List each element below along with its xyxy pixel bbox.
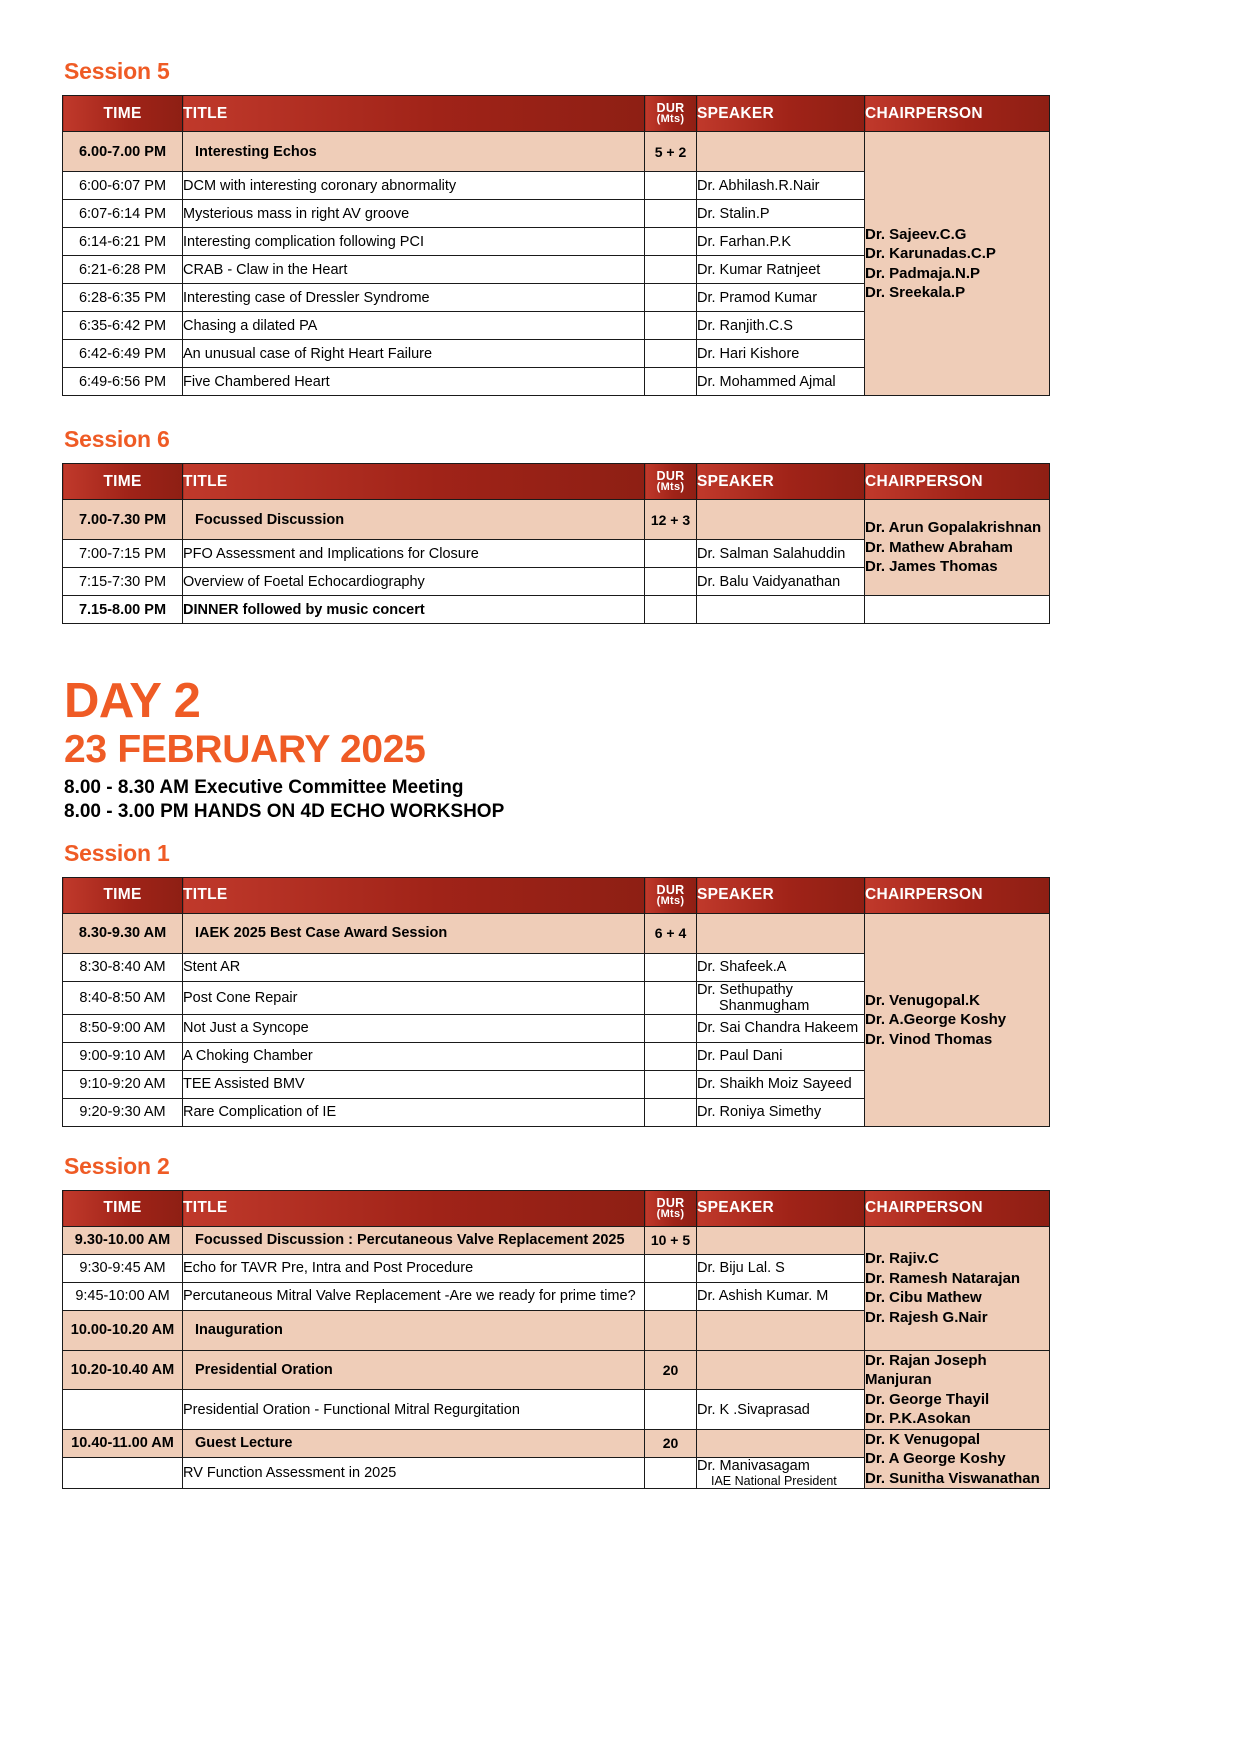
cell-title: TEE Assisted BMV: [183, 1070, 645, 1098]
cell-speaker: Dr. Pramod Kumar: [697, 284, 865, 312]
duration-label-line2: (Mts): [656, 895, 685, 908]
cell-time: 6:00-6:07 PM: [63, 172, 183, 200]
col-header-title: TITLE: [183, 1190, 645, 1226]
cell-duration: [645, 228, 697, 256]
chairperson-name: Dr. Mathew Abraham: [865, 538, 1013, 556]
cell-speaker: [697, 132, 865, 172]
chairperson-name: Dr. Rajan Joseph Manjuran: [865, 1351, 987, 1389]
cell-time: 8.30-9.30 AM: [63, 913, 183, 953]
cell-title: Interesting complication following PCI: [183, 228, 645, 256]
duration-label-line2: (Mts): [656, 1208, 685, 1221]
cell-title: An unusual case of Right Heart Failure: [183, 340, 645, 368]
cell-chairperson: [865, 596, 1050, 624]
cell-speaker: [697, 1458, 865, 1489]
cell-title: Interesting case of Dressler Syndrome: [183, 284, 645, 312]
table-row: [63, 132, 1050, 172]
table-row: [63, 913, 1050, 953]
day2-session-2-label: Session 2: [64, 1152, 170, 1179]
cell-duration: 10 + 5: [645, 1226, 697, 1254]
cell-title: Presidential Oration: [183, 1350, 645, 1390]
cell-title: PFO Assessment and Implications for Closure: [183, 540, 645, 568]
cell-duration: [645, 1014, 697, 1042]
cell-time: 7:15-7:30 PM: [63, 568, 183, 596]
cell-duration: [645, 1042, 697, 1070]
cell-time: 6:14-6:21 PM: [63, 228, 183, 256]
day-note-1: 8.00 - 8.30 AM Executive Committee Meeting: [64, 777, 464, 799]
cell-duration: [645, 1282, 697, 1310]
cell-speaker: [697, 913, 865, 953]
duration-label-line2: (Mts): [656, 481, 685, 494]
chairperson-name: Dr. Venugopal.K: [865, 991, 981, 1009]
cell-title: Focussed Discussion: [183, 500, 645, 540]
cell-speaker: Dr. Abhilash.R.Nair: [697, 172, 865, 200]
cell-title: Mysterious mass in right AV groove: [183, 200, 645, 228]
cell-time: 10.20-10.40 AM: [63, 1350, 183, 1390]
cell-time: [63, 1458, 183, 1489]
day2-session-1-label: Session 1: [64, 839, 170, 866]
cell-title: Post Cone Repair: [183, 981, 645, 1014]
cell-duration: [645, 256, 697, 284]
col-header-chairperson: CHAIRPERSON: [865, 1190, 1050, 1226]
cell-title: Five Chambered Heart: [183, 368, 645, 396]
cell-speaker: Dr. Ranjith.C.S: [697, 312, 865, 340]
cell-duration: 12 + 3: [645, 500, 697, 540]
cell-time: 6:28-6:35 PM: [63, 284, 183, 312]
col-header-time: TIME: [63, 1190, 183, 1226]
cell-time: 7.15-8.00 PM: [63, 596, 183, 624]
cell-speaker: Dr. Balu Vaidyanathan: [697, 568, 865, 596]
chairperson-name: Dr. K Venugopal: [865, 1430, 981, 1448]
speaker-name: Dr. Manivasagam: [697, 1458, 810, 1475]
cell-title: Rare Complication of IE: [183, 1098, 645, 1126]
cell-speaker: Dr. Mohammed Ajmal: [697, 368, 865, 396]
cell-duration: [645, 1070, 697, 1098]
cell-title: Chasing a dilated PA: [183, 312, 645, 340]
cell-time: 7:00-7:15 PM: [63, 540, 183, 568]
speaker-name-line1: Dr. Sethupathy: [697, 981, 793, 998]
cell-speaker: Dr. Kumar Ratnjeet: [697, 256, 865, 284]
day-note-2: 8.00 - 3.00 PM HANDS ON 4D ECHO WORKSHOP: [64, 801, 505, 823]
cell-chairperson: [865, 132, 1050, 396]
day2-session-2-table: [62, 1190, 1050, 1490]
cell-duration: [645, 1390, 697, 1430]
duration-label-line1: DUR: [656, 1195, 685, 1210]
duration-label-line1: DUR: [656, 882, 685, 897]
cell-speaker: [697, 596, 865, 624]
chairperson-name: Dr. Padmaja.N.P: [865, 264, 981, 282]
col-header-title: TITLE: [183, 877, 645, 913]
cell-duration: [645, 172, 697, 200]
cell-speaker: Dr. Hari Kishore: [697, 340, 865, 368]
cell-chairperson: [865, 1429, 1050, 1489]
cell-duration: [645, 540, 697, 568]
cell-speaker: Dr. Paul Dani: [697, 1042, 865, 1070]
cell-time: 9:00-9:10 AM: [63, 1042, 183, 1070]
cell-title: Percutaneous Mitral Valve Replacement -Are we ready for prime time?: [183, 1282, 645, 1310]
cell-time: 9.30-10.00 AM: [63, 1226, 183, 1254]
cell-duration: 20: [645, 1350, 697, 1390]
col-header-speaker: SPEAKER: [697, 464, 865, 500]
chairperson-name: Dr. Vinod Thomas: [865, 1030, 993, 1048]
col-header-time: TIME: [63, 96, 183, 132]
chairperson-name: Dr. A.George Koshy: [865, 1011, 1007, 1029]
cell-time: 6:42-6:49 PM: [63, 340, 183, 368]
cell-title: Interesting Echos: [183, 132, 645, 172]
cell-title: DINNER followed by music concert: [183, 596, 645, 624]
cell-title: Focussed Discussion : Percutaneous Valve Replacement 2025: [183, 1226, 645, 1254]
chairperson-name: Dr. Cibu Mathew: [865, 1289, 982, 1307]
session-5-label: Session 5: [64, 58, 170, 84]
day2-session-1-table: [62, 877, 1050, 1127]
cell-title: Guest Lecture: [183, 1429, 645, 1457]
cell-speaker: Dr. Ashish Kumar. M: [697, 1282, 865, 1310]
cell-title: Presidential Oration - Functional Mitral Regurgitation: [183, 1390, 645, 1430]
cell-speaker: [697, 1226, 865, 1254]
cell-speaker: Dr. Stalin.P: [697, 200, 865, 228]
col-header-duration: [645, 1190, 697, 1226]
cell-title: IAEK 2025 Best Case Award Session: [183, 913, 645, 953]
cell-speaker: Dr. Biju Lal. S: [697, 1254, 865, 1282]
duration-label-line1: DUR: [656, 468, 685, 483]
cell-duration: [645, 340, 697, 368]
table-header-row: [63, 877, 1050, 913]
col-header-title: TITLE: [183, 96, 645, 132]
col-header-chairperson: CHAIRPERSON: [865, 96, 1050, 132]
chairperson-name: Dr. James Thomas: [865, 558, 998, 576]
chairperson-name: Dr. Sreekala.P: [865, 284, 966, 301]
chairperson-name: Dr. A George Koshy: [865, 1450, 1006, 1468]
table-row: [63, 1350, 1050, 1390]
cell-duration: [645, 1310, 697, 1350]
cell-duration: [645, 953, 697, 981]
cell-speaker: Dr. Roniya Simethy: [697, 1098, 865, 1126]
cell-speaker: Dr. Sai Chandra Hakeem: [697, 1014, 865, 1042]
chairperson-name: Dr. Sunitha Viswanathan: [865, 1469, 1040, 1487]
table-header-row: [63, 464, 1050, 500]
col-header-title: TITLE: [183, 464, 645, 500]
cell-speaker: Dr. Shaikh Moiz Sayeed: [697, 1070, 865, 1098]
cell-time: 6:21-6:28 PM: [63, 256, 183, 284]
chairperson-name: Dr. Rajesh G.Nair: [865, 1308, 988, 1326]
cell-time: 8:40-8:50 AM: [63, 981, 183, 1014]
table-header-row: [63, 1190, 1050, 1226]
cell-speaker: [697, 500, 865, 540]
cell-duration: [645, 1458, 697, 1489]
cell-time: 9:20-9:30 AM: [63, 1098, 183, 1126]
cell-speaker: Dr. Shafeek.A: [697, 953, 865, 981]
cell-title: Overview of Foetal Echocardiography: [183, 568, 645, 596]
cell-duration: [645, 200, 697, 228]
table-row: [63, 1429, 1050, 1457]
chairperson-name: Dr. George Thayil: [865, 1390, 990, 1408]
table-header-row: [63, 96, 1050, 132]
session-5-table: [62, 95, 1050, 396]
cell-duration: 5 + 2: [645, 132, 697, 172]
cell-title: Inauguration: [183, 1310, 645, 1350]
cell-duration: [645, 568, 697, 596]
speaker-name-line2: Shanmugham: [719, 997, 810, 1014]
table-row: [63, 596, 1050, 624]
col-header-chairperson: CHAIRPERSON: [865, 464, 1050, 500]
cell-title: Not Just a Syncope: [183, 1014, 645, 1042]
col-header-duration: [645, 96, 697, 132]
cell-title: RV Function Assessment in 2025: [183, 1458, 645, 1489]
cell-time: 10.40-11.00 AM: [63, 1429, 183, 1457]
col-header-duration: [645, 877, 697, 913]
col-header-duration: [645, 464, 697, 500]
cell-speaker: [697, 1350, 865, 1390]
session-6-label: Session 6: [64, 426, 170, 452]
duration-label-line2: (Mts): [656, 113, 685, 126]
cell-time: [63, 1390, 183, 1430]
cell-time: 6.00-7.00 PM: [63, 132, 183, 172]
cell-chairperson: [865, 500, 1050, 596]
cell-speaker: [697, 981, 865, 1014]
cell-duration: [645, 284, 697, 312]
cell-duration: 20: [645, 1429, 697, 1457]
cell-speaker: Dr. K .Sivaprasad: [697, 1390, 865, 1430]
cell-title: CRAB - Claw in the Heart: [183, 256, 645, 284]
day-date: 23 FEBRUARY 2025: [64, 727, 426, 771]
cell-time: 6:35-6:42 PM: [63, 312, 183, 340]
cell-title: DCM with interesting coronary abnormality: [183, 172, 645, 200]
cell-time: 6:49-6:56 PM: [63, 368, 183, 396]
cell-time: 8:30-8:40 AM: [63, 953, 183, 981]
chairperson-name: Dr. Ramesh Natarajan: [865, 1269, 1021, 1287]
day-2-header: [62, 676, 1179, 824]
cell-chairperson: [865, 1350, 1050, 1429]
col-header-speaker: SPEAKER: [697, 1190, 865, 1226]
cell-duration: [645, 981, 697, 1014]
cell-chairperson: [865, 913, 1050, 1126]
chairperson-name: Dr. Arun Gopalakrishnan: [865, 519, 1042, 537]
cell-duration: [645, 596, 697, 624]
duration-label-line1: DUR: [656, 100, 685, 115]
cell-duration: [645, 312, 697, 340]
cell-duration: [645, 1098, 697, 1126]
cell-title: Echo for TAVR Pre, Intra and Post Procedure: [183, 1254, 645, 1282]
cell-duration: [645, 1254, 697, 1282]
cell-duration: 6 + 4: [645, 913, 697, 953]
cell-speaker: [697, 1310, 865, 1350]
cell-time: 9:30-9:45 AM: [63, 1254, 183, 1282]
cell-time: 7.00-7.30 PM: [63, 500, 183, 540]
cell-title: A Choking Chamber: [183, 1042, 645, 1070]
session-6-table: [62, 463, 1050, 624]
col-header-time: TIME: [63, 464, 183, 500]
cell-chairperson: [865, 1226, 1050, 1350]
cell-time: 10.00-10.20 AM: [63, 1310, 183, 1350]
cell-time: 9:45-10:00 AM: [63, 1282, 183, 1310]
col-header-speaker: SPEAKER: [697, 96, 865, 132]
cell-duration: [645, 368, 697, 396]
cell-time: 8:50-9:00 AM: [63, 1014, 183, 1042]
cell-speaker: Dr. Farhan.P.K: [697, 228, 865, 256]
cell-speaker: Dr. Salman Salahuddin: [697, 540, 865, 568]
speaker-designation: IAE National President: [711, 1474, 837, 1489]
day-title: DAY 2: [64, 674, 201, 728]
cell-title: Stent AR: [183, 953, 645, 981]
cell-time: 9:10-9:20 AM: [63, 1070, 183, 1098]
chairperson-name: Dr. Karunadas.C.P: [865, 245, 996, 262]
table-row: [63, 500, 1050, 540]
col-header-speaker: SPEAKER: [697, 877, 865, 913]
chairperson-name: Dr. P.K.Asokan: [865, 1410, 971, 1428]
chairperson-name: Dr. Rajiv.C: [865, 1250, 939, 1268]
chairperson-name: Dr. Sajeev.C.G: [865, 225, 967, 243]
col-header-chairperson: CHAIRPERSON: [865, 877, 1050, 913]
table-row: [63, 1226, 1050, 1254]
col-header-time: TIME: [63, 877, 183, 913]
cell-speaker: [697, 1429, 865, 1457]
cell-time: 6:07-6:14 PM: [63, 200, 183, 228]
